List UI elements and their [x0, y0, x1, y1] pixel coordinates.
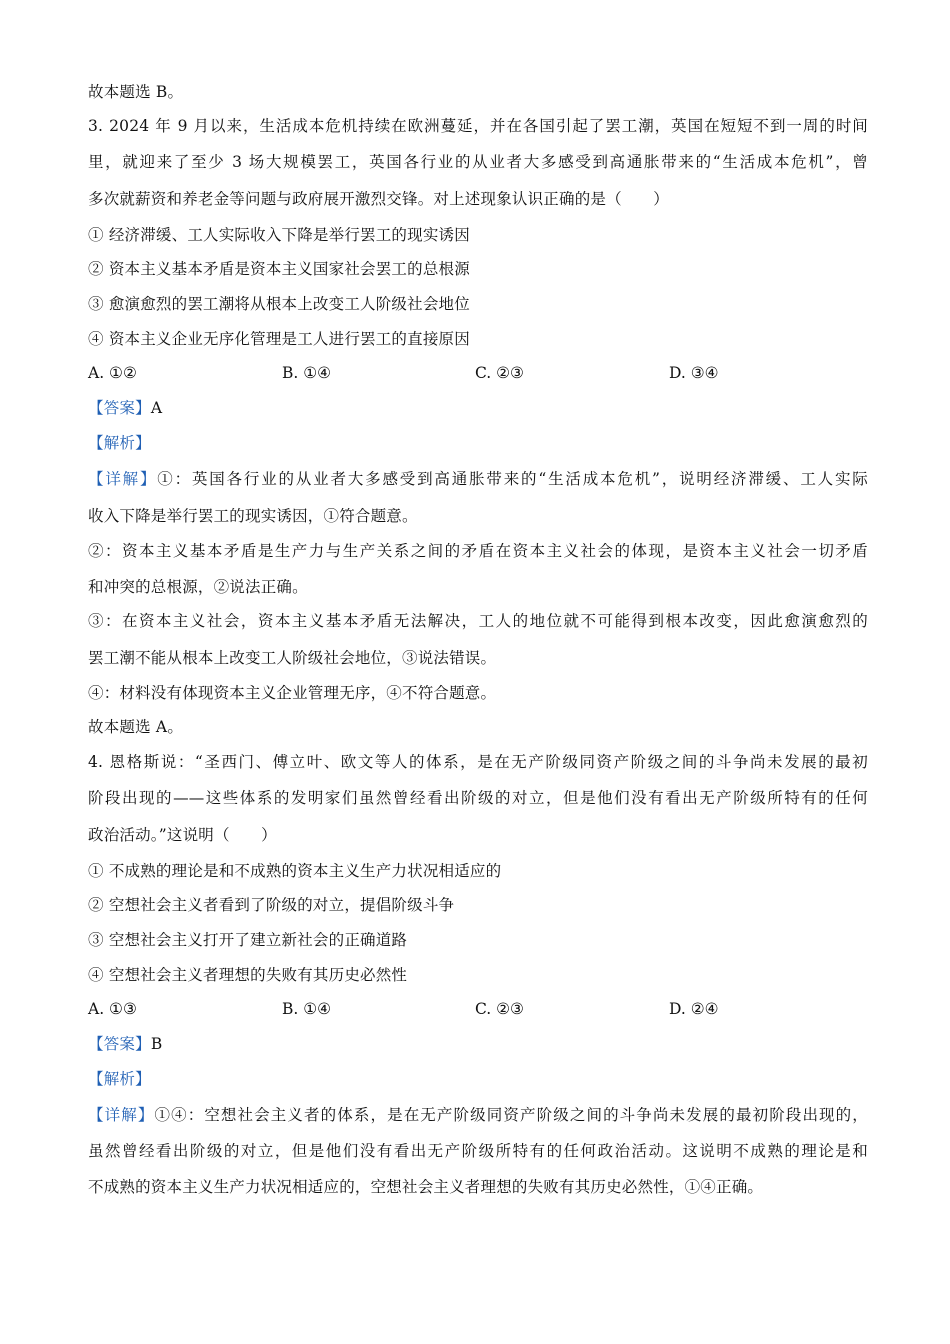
q3-stem-line: 多次就薪资和养老金等问题与政府展开激烈交锋。对上述现象认识正确的是（ ） — [88, 190, 669, 208]
q4-detail-line: 虽然曾经看出阶级的对立，但是他们没有看出无产阶级所特有的任何政治活动。这说明不成熟的理论是和 — [88, 1142, 868, 1160]
detail-text: ①④：空想社会主义者的体系，是在无产阶级同资产阶级之间的斗争尚未发展的最初阶段出现的， — [154, 1106, 868, 1124]
q3-option-d: D. ③④ — [669, 364, 719, 382]
q4-option-a: A. ①③ — [88, 1000, 137, 1018]
q4-analysis-tag: 【解析】 — [88, 1070, 151, 1088]
q4-detail-line — [88, 1104, 868, 1126]
q3-detail-line: 和冲突的总根源，②说法正确。 — [88, 578, 308, 596]
q3-stem-line: 里，就迎来了至少 3 场大规模罢工，英国各行业的从业者大多感受到高通胀带来的“生活成本危机”，曾 — [88, 153, 868, 171]
q3-answer — [88, 397, 868, 419]
q4-option-c: C. ②③ — [475, 1000, 524, 1018]
q4-statement: ② 空想社会主义者看到了阶级的对立，提倡阶级斗争 — [88, 896, 455, 914]
answer-value: A — [150, 399, 163, 417]
q3-detail-line — [88, 468, 868, 490]
q4-stem-line: 4. 恩格斯说：“圣西门、傅立叶、欧文等人的体系，是在无产阶级同资产阶级之间的斗争尚未发展的最初 — [88, 753, 868, 771]
q3-statement: ③ 愈演愈烈的罢工潮将从根本上改变工人阶级社会地位 — [88, 295, 470, 313]
answer-value: B — [150, 1035, 163, 1053]
q3-statement: ② 资本主义基本矛盾是资本主义国家社会罢工的总根源 — [88, 260, 470, 278]
q3-conclusion: 故本题选 A。 — [88, 718, 184, 736]
q3-statement: ④ 资本主义企业无序化管理是工人进行罢工的直接原因 — [88, 330, 470, 348]
q4-option-d: D. ②④ — [669, 1000, 719, 1018]
q3-analysis-tag: 【解析】 — [88, 434, 151, 452]
answer-tag: 【答案】 — [88, 1035, 151, 1053]
q3-detail-line: ③：在资本主义社会，资本主义基本矛盾无法解决，工人的地位就不可能得到根本改变，因此愈演愈烈的 — [88, 612, 868, 630]
q4-answer — [88, 1033, 868, 1055]
detail-tag: 【详解】 — [88, 1106, 155, 1124]
q4-statement: ③ 空想社会主义打开了建立新社会的正确道路 — [88, 931, 408, 949]
q3-statement: ① 经济滞缓、工人实际收入下降是举行罢工的现实诱因 — [88, 226, 470, 244]
q4-option-b: B. ①④ — [282, 1000, 332, 1018]
q3-option-b: B. ①④ — [282, 364, 332, 382]
q3-option-c: C. ②③ — [475, 364, 524, 382]
detail-tag: 【详解】 — [88, 470, 158, 488]
q3-detail-line: 罢工潮不能从根本上改变工人阶级社会地位，③说法错误。 — [88, 649, 497, 667]
q3-detail-line: 收入下降是举行罢工的现实诱因，①符合题意。 — [88, 507, 418, 525]
q3-detail-line: ④：材料没有体现资本主义企业管理无序，④不符合题意。 — [88, 684, 497, 702]
detail-text: ①：英国各行业的从业者大多感受到高通胀带来的“生活成本危机”，说明经济滞缓、工人实际 — [157, 470, 868, 488]
q4-statement: ④ 空想社会主义者理想的失败有其历史必然性 — [88, 966, 408, 984]
q4-stem-line: 政治活动。”这说明（ ） — [88, 826, 277, 844]
q4-stem-line: 阶段出现的——这些体系的发明家们虽然曾经看出阶级的对立，但是他们没有看出无产阶级所特有的任何 — [88, 789, 868, 807]
q3-stem-line: 3. 2024 年 9 月以来，生活成本危机持续在欧洲蔓延，并在各国引起了罢工潮，英国在短短不到一周的时间 — [88, 117, 868, 135]
q3-option-a: A. ①② — [88, 364, 137, 382]
prev-conclusion: 故本题选 B。 — [88, 83, 184, 101]
q4-statement: ① 不成熟的理论是和不成熟的资本主义生产力状况相适应的 — [88, 862, 502, 880]
q4-detail-line: 不成熟的资本主义生产力状况相适应的，空想社会主义者理想的失败有其历史必然性，①④正确。 — [88, 1178, 764, 1196]
q3-detail-line: ②：资本主义基本矛盾是生产力与生产关系之间的矛盾在资本主义社会的体现，是资本主义社会一切矛盾 — [88, 542, 868, 560]
answer-tag: 【答案】 — [88, 399, 151, 417]
